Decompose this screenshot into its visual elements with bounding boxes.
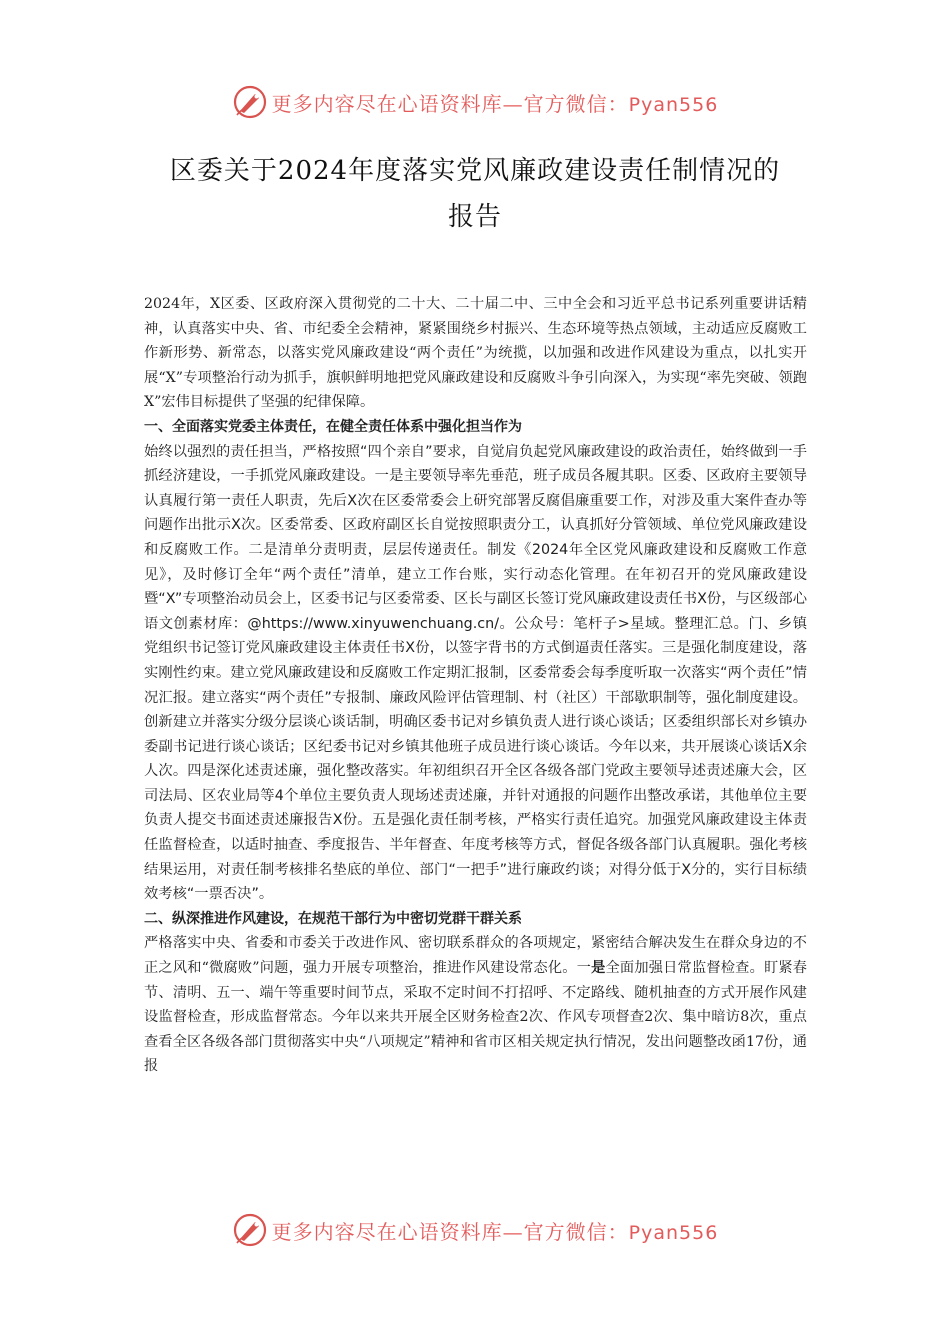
- section-2-heading: 二、纵深推进作风建设，在规范干部行为中密切党群干群关系: [144, 910, 522, 927]
- document-title: [140, 148, 810, 240]
- footer-banner: [0, 1208, 950, 1252]
- title-line-1: 区委关于2024年度落实党风廉政建设责任制情况的: [169, 156, 781, 186]
- banner-text: 更多内容尽在心语资料库—官方微信：Pyan556: [271, 1219, 719, 1244]
- section-1-paragraph: 始终以强烈的责任担当，严格按照“四个亲自”要求，自觉肩负起党风廉政建设的政治责任，始终做到一手抓经济建设，一手抓党风廉政建设。一是主要领导率先垂范，班子成员各履其职。区委、区政府主要领导认真履行第一责任人职责，先后X次在区委常委会上研究部署反腐倡廉重要工作，对涉及重大案件查办等问题作出批示X次。区委常委、区政府副区长自觉按照职责分工，认真抓好分管领域、单位党风廉政建设和反腐败工作。二是清单分责明责，层层传递责任。制发《2024年全区党风廉政建设和反腐败工作意见》，及时修订全年“两个责任”清单，建立工作台账，实行动态化管理。在年初召开的党风廉政建设暨“X”专项整治动员会上，区委书记与区委常委、区长与副区长签订党风廉政建设责任书X份，与区级部心语文创素材库：@https://www.xinyuwenchuang.cn/。公众号：笔杆子>星域。整理汇总。门、乡镇党组织书记签订党风廉政建设主体责任书X份，以签字背书的方式倒逼责任落实。三是强化制度建设，落实刚性约束。建立党风廉政建设和反腐败工作定期汇报制，区委常委会每季度听取一次落实“两个责任”情况汇报。建立落实“两个责任”专报制、廉政风险评估管理制、村（社区）干部歇职制等，强化制度建设。创新建立并落实分级分层谈心谈话制，明确区委书记对乡镇负责人进行谈心谈话；区委组织部长对乡镇办委副书记进行谈心谈话；区纪委书记对乡镇其他班子成员进行谈心谈话。今年以来，共开展谈心谈话X余人次。四是深化述责述廉，强化整改落实。年初组织召开全区各级各部门党政主要领导述责述廉大会，区司法局、区农业局等4个单位主要负责人现场述责述廉，并针对通报的问题作出整改承诺，其他单位主要负责人提交书面述责述廉报告X份。五是强化责任制考核，严格实行责任追究。加强党风廉政建设主体责任监督检查，以适时抽查、季度报告、半年督查、年度考核等方式，督促各级各部门认真履职。强化考核结果运用，对责任制考核排名垫底的单位、部门“一把手”进行廉政约谈；对得分低于X分的，实行目标绩效考核“一票否决”。: [144, 443, 807, 903]
- header-banner: [0, 80, 950, 124]
- document-body: [144, 292, 807, 1079]
- intro-paragraph: 2024年，X区委、区政府深入贯彻党的二十大、二十届二中、三中全会和习近平总书记系列重要讲话精神，认真落实中央、省、市纪委全会精神，紧紧围绕乡村振兴、生态环境等热点领域，主动适应反腐败工作新形势、新常态，以落实党风廉政建设“两个责任”为统揽，以加强和改进作风建设为重点，以扎实开展“X”专项整治行动为抓手，旗帜鲜明地把党风廉政建设和反腐败斗争引向深入，为实现“率先突破、领跑X”宏伟目标提供了坚强的纪律保障。: [144, 296, 807, 411]
- banner-text: 更多内容尽在心语资料库—官方微信：Pyan556: [271, 91, 719, 116]
- pen-nib-logo-icon: [232, 84, 268, 120]
- section-1-heading: 一、全面落实党委主体责任，在健全责任体系中强化担当作为: [144, 418, 522, 435]
- pen-nib-logo-icon: [232, 1212, 268, 1248]
- section-2-paragraph: 严格落实中央、省委和市委关于改进作风、密切联系群众的各项规定，紧密结合解决发生在群众身边的不正之风和“微腐败”问题，强力开展专项整治，推进作风建设常态化。一是全面加强日常监督检查。盯紧春节、清明、五一、端午等重要时间节点，采取不定时间不打招呼、不定路线、随机抽查的方式开展作风建设监督检查，形成监督常态。今年以来共开展全区财务检查2次、作风专项督查2次、集中暗访8次，重点查看全区各级各部门贯彻落实中央“八项规定”精神和省市区相关规定执行情况，发出问题整改函17份，通报: [144, 935, 807, 1075]
- wechat-id: Pyan556: [628, 93, 719, 116]
- wechat-id: Pyan556: [628, 1221, 719, 1244]
- title-line-2: 报告: [447, 202, 502, 232]
